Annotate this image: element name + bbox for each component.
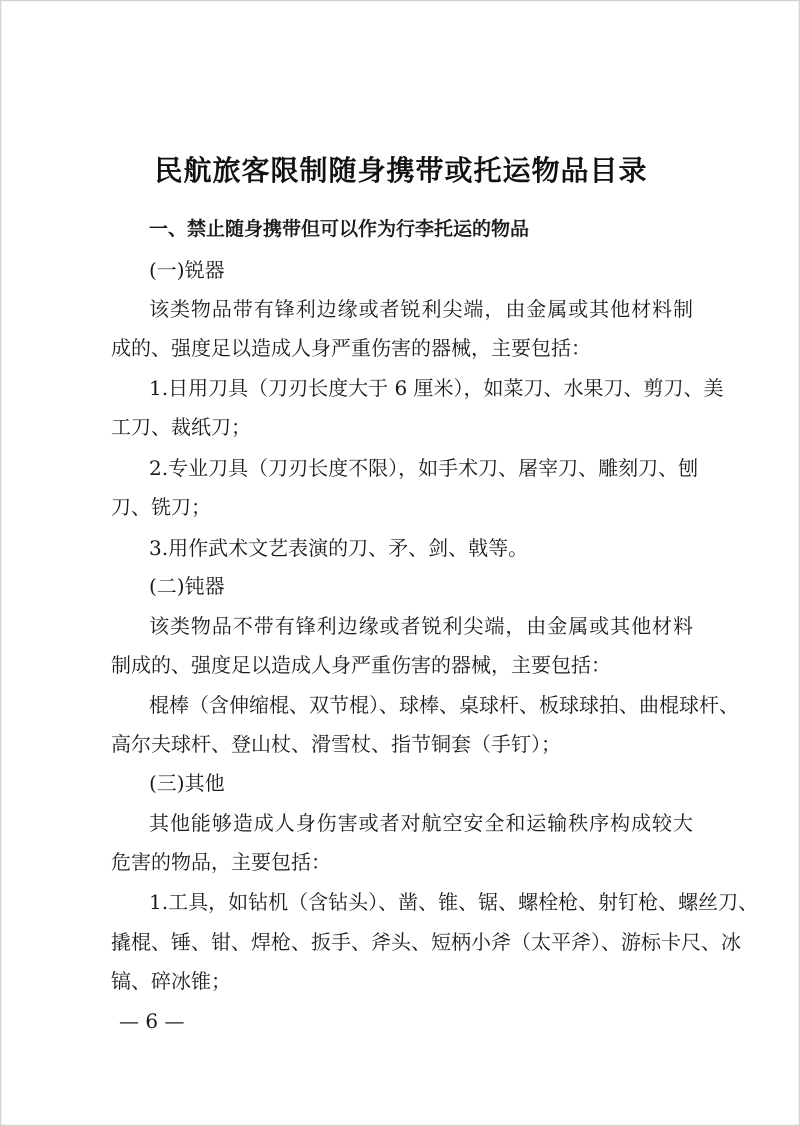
paragraph-line: 制成的、强度足以造成人身严重伤害的器械，主要包括：: [111, 653, 611, 677]
paragraph-line: 2.专业刀具（刀刃长度不限），如手术刀、屠宰刀、雕刻刀、刨: [149, 456, 699, 480]
paragraph-line: 该类物品带有锋利边缘或者锐利尖端，由金属或其他材料制: [149, 297, 693, 321]
subsection-heading-other: (三)其他: [149, 771, 225, 795]
subsection-heading-sharp: (一)锐器: [149, 258, 225, 282]
paragraph-line: 危害的物品，主要包括：: [111, 850, 331, 874]
paragraph-line: 1.日用刀具（刀刃长度大于 6 厘米），如菜刀、水果刀、剪刀、美: [149, 376, 724, 400]
paragraph-line: 工刀、裁纸刀；: [111, 415, 251, 439]
paragraph-line: 3.用作武术文艺表演的刀、矛、剑、戟等。: [149, 536, 529, 560]
paragraph-line: 撬棍、锤、钳、焊枪、扳手、斧头、短柄小斧（太平斧）、游标卡尺、冰: [111, 930, 741, 954]
paragraph-line: 1.工具，如钻机（含钻头）、凿、锥、锯、螺栓枪、射钉枪、螺丝刀、: [149, 890, 759, 914]
page-number: — 6 —: [119, 1009, 185, 1033]
paragraph-line: 棍棒（含伸缩棍、双节棍）、球棒、桌球杆、板球球拍、曲棍球杆、: [149, 693, 739, 717]
paragraph-line: 镐、碎冰锥；: [111, 969, 231, 993]
paragraph-line: 其他能够造成人身伤害或者对航空安全和运输秩序构成较大: [149, 811, 693, 835]
subsection-heading-blunt: (二)钝器: [149, 574, 225, 598]
document-title: 民航旅客限制随身携带或托运物品目录: [154, 154, 648, 187]
paragraph-line: 刀、铣刀；: [111, 495, 211, 519]
paragraph-line: 该类物品不带有锋利边缘或者锐利尖端，由金属或其他材料: [149, 614, 693, 638]
section-heading-1: 一、禁止随身携带但可以作为行李托运的物品: [149, 218, 530, 240]
paragraph-line: 高尔夫球杆、登山杖、滑雪杖、指节铜套（手钉）；: [111, 732, 561, 756]
paragraph-line: 成的、强度足以造成人身严重伤害的器械，主要包括：: [111, 336, 591, 360]
